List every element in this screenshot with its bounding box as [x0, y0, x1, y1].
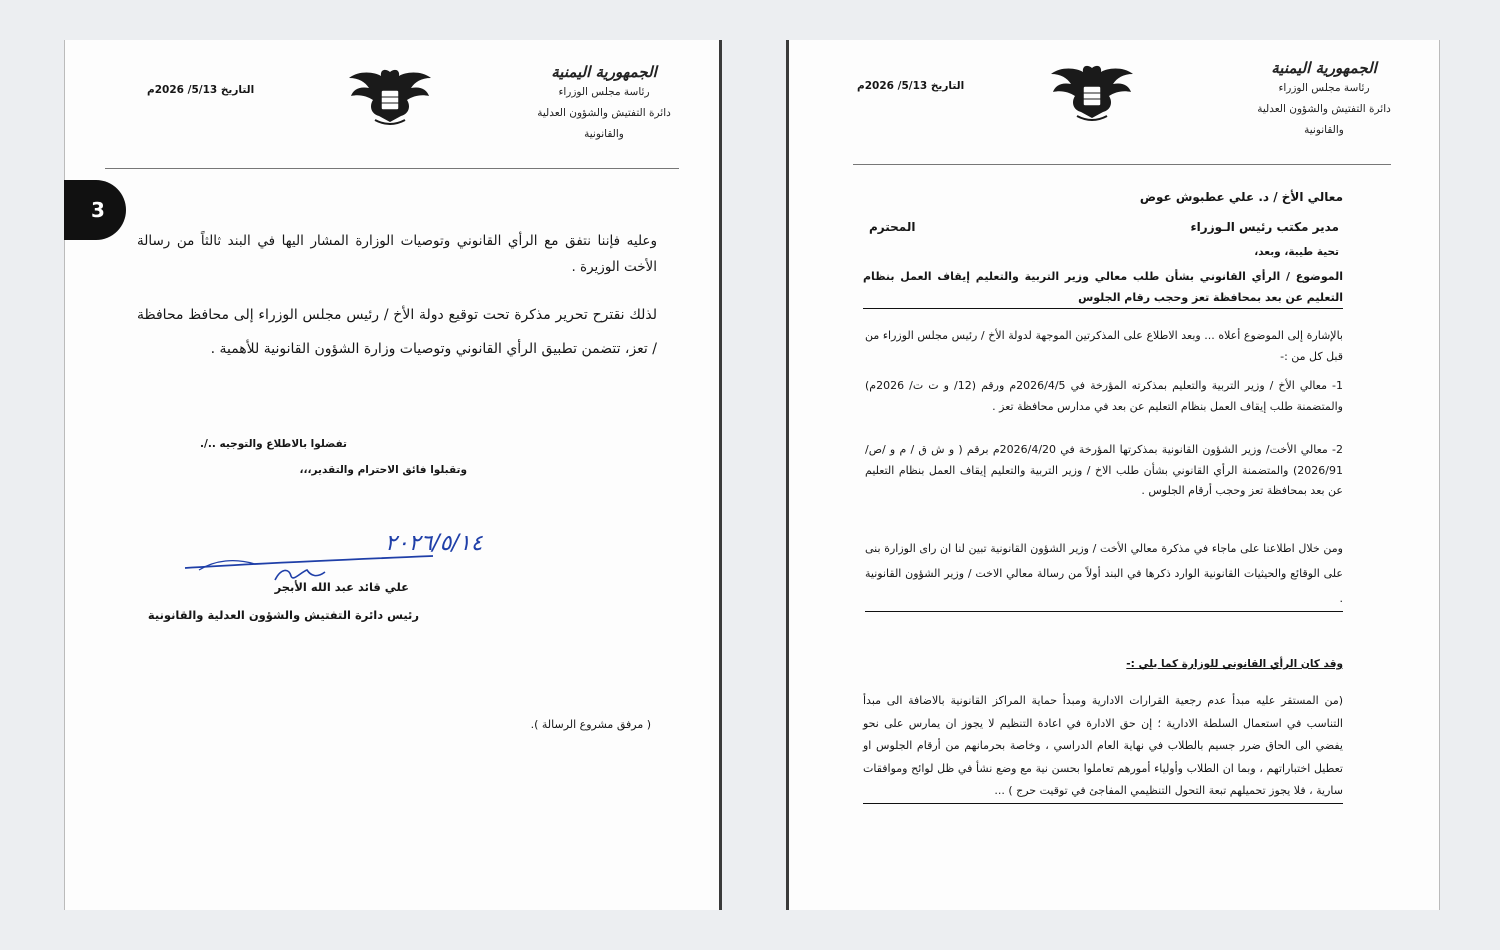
header-divider [105, 168, 679, 169]
letterhead-org [1249, 58, 1399, 141]
department-label-2: والقانونية [1304, 124, 1344, 136]
presidency-label: رئاسة مجلس الوزراء [558, 86, 650, 98]
presidency-label: رئاسة مجلس الوزراء [1278, 82, 1370, 94]
department-label-2: والقانونية [584, 128, 624, 140]
respected-label: المحترم [869, 220, 916, 234]
list-item-1: 1- معالي الأخ / وزير التربية والتعليم بمذكرته المؤرخة في 2026/4/5م ورقم (12/ و ت ت/ 2026م) والمتضمنة طلب إيقاف العمل بنظام التعليم عن بعد في مدارس محافظة تعز . [865, 379, 1343, 413]
list-item-2: 2- معالي الأخت/ وزير الشؤون القانونية بمذكرتها المؤرخة في 2026/4/20م برقم ( و ش ق / م و /ص/ 2026/91) والمتضمنة الرأي القانوني بشأن طلب الاخ / وزير التربية والتعليم إيقاف العمل بنظام التعليم عن بعد بمحافظة تعز وحجب أرقام الجلوس . [865, 443, 1343, 497]
yemen-eagle-emblem-icon [1047, 60, 1137, 124]
document-date: التاريخ 5/13/ 2026م [147, 84, 255, 96]
greeting-line: تحية طيبة، وبعد، [1254, 246, 1339, 258]
document-date: التاريخ 5/13/ 2026م [857, 80, 965, 92]
legal-opinion-quote: (من المستقر عليه مبدأ عدم رجعية القرارات الادارية ومبدأ حماية المراكز القانونية بالاضافة الى مبدأ التناسب في استعمال السلطة الادارية ؛ إن حق الادارة في اعادة التنظيم لا يجوز ان يمارس على نحو يفضي الى الحاق ضرر جسيم بالطلاب في نهاية العام الدراسي ، وخاصة بحرمانهم من أرقام الجلوس او تعطيل اختباراتهم ، وبما ان الطلاب وأولياء أمورهم تعاملوا بحسن نية مع وضع نشأ في ظل لوائح وموافقات سارية ، فلا يجوز تحميلهم تبعة التحول التنظيمي المفاجئ في توقيت حرج ) ... [863, 690, 1343, 804]
intro-paragraph: بالإشارة إلى الموضوع أعلاه ... وبعد الاطلاع على المذكرتين الموجهة لدولة الأخ / رئيس مجلس الوزراء من قبل كل من :- [865, 329, 1343, 363]
department-label: دائرة التفتيش والشؤون العدلية [537, 107, 671, 119]
republic-title: الجمهورية اليمنية [1271, 59, 1377, 77]
signer-name: علي قائد عبد الله الأبجر [274, 580, 409, 594]
addressee-line: معالي الأخ / د. علي عطبوش عوض [1139, 190, 1343, 204]
paragraph-agreement: وعليه فإننا نتفق مع الرأي القانوني وتوصيات الوزارة المشار اليها في البند ثالثاً من رسالة الأخت الوزيرة . [137, 233, 657, 275]
signer-title: رئيس دائرة التفتيش والشؤون العدلية والقانونية [147, 608, 419, 622]
review-paragraph: ومن خلال اطلاعنا على ماجاء في مذكرة معالي الأخت / وزير الشؤون القانونية تبين لنا ان راى الوزارة بنى على الوقائع والحيثيات القانونية الوارد ذكرها في البند أولاً من رسالة معالي الاخت / وزير الشؤون القانونية . [865, 536, 1343, 612]
yemen-eagle-emblem-icon [345, 64, 435, 128]
document-page-left [64, 40, 722, 910]
page-number-badge: 3 [64, 180, 126, 240]
signature-date: ٢٠٢٦/٥/١٤ [385, 531, 483, 556]
subject-line: الموضوع / الرأي القانوني بشأن طلب معالي وزير التربية والتعليم إيقاف العمل بنظام التعليم عن بعد بمحافظة تعز وحجب رقام الجلوس [863, 266, 1343, 309]
attachment-note: ( مرفق مشروع الرسالة ). [530, 718, 651, 731]
paragraph-proposal: لذلك نقترح تحرير مذكرة تحت توقيع دولة الأخ / رئيس مجلس الوزراء إلى محافظ محافظة / تعز، تتضمن تطبيق الرأي القانوني وتوصيات وزارة الشؤون القانونية للأهمية . [137, 307, 657, 357]
document-page-right [786, 40, 1440, 910]
addressee-title: مدير مكتب رئيس الـوزراء [1190, 220, 1339, 234]
closing-line-1: تفضلوا بالاطلاع والتوجيه ../. [200, 438, 347, 450]
opinion-heading: وقد كان الرأي القانوني للوزارة كما يلي :- [1126, 658, 1343, 670]
letterhead-org [529, 62, 679, 145]
header-divider [853, 164, 1391, 165]
department-label: دائرة التفتيش والشؤون العدلية [1257, 103, 1391, 115]
closing-line-2: وتقبلوا فائق الاحترام والتقدير،،، [299, 464, 467, 476]
republic-title: الجمهورية اليمنية [551, 63, 657, 81]
